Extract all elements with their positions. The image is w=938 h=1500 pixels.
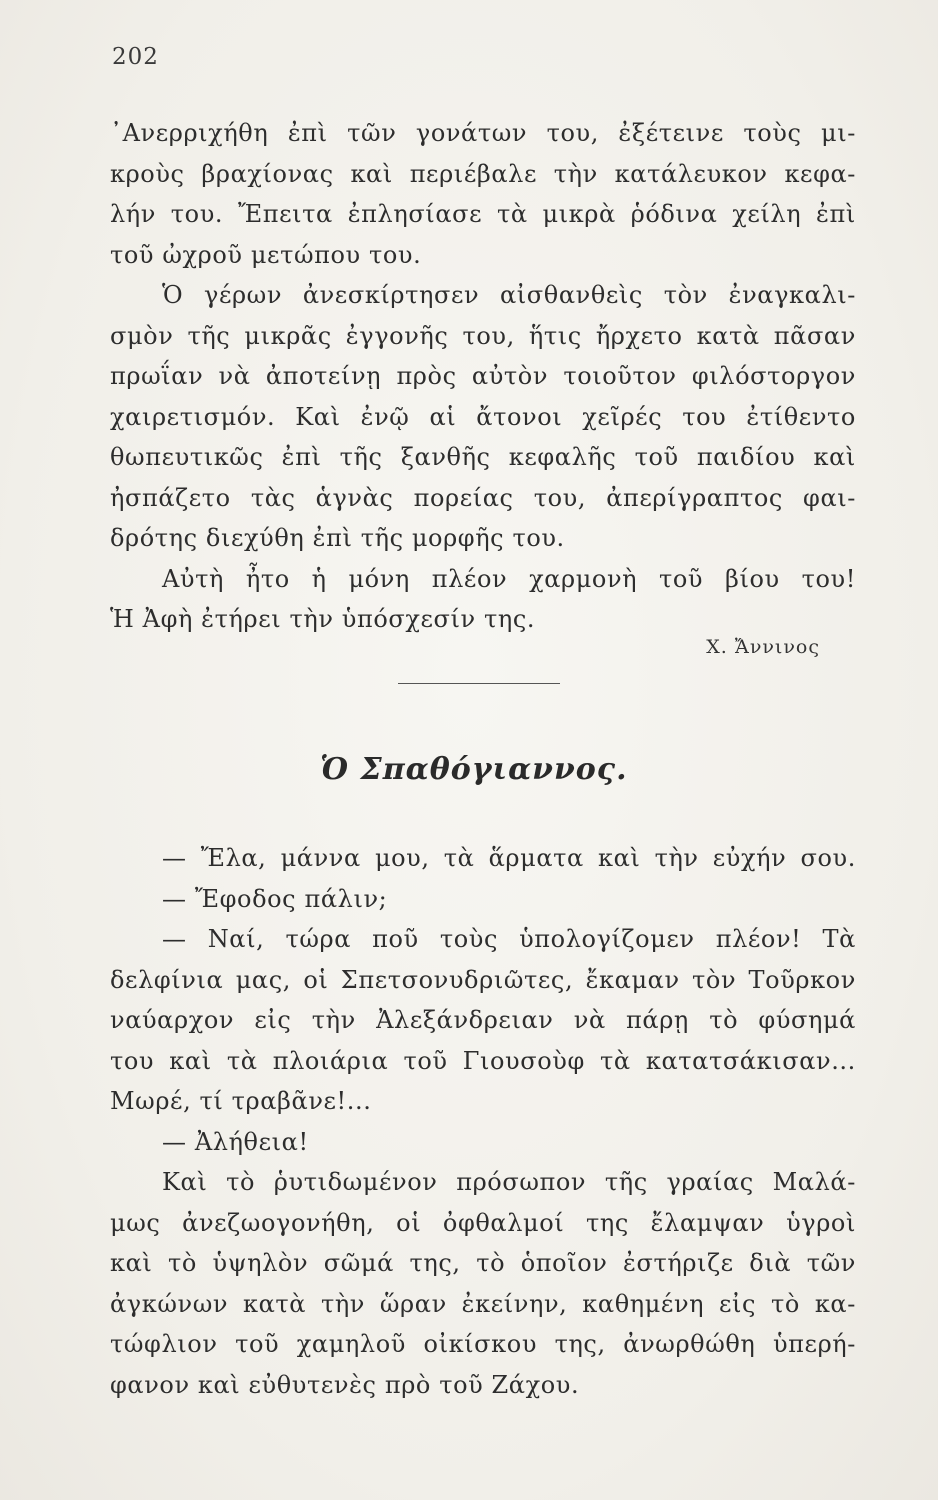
page-number: 202 bbox=[112, 44, 159, 70]
text-line: Ὁ γέρων ἀνεσκίρτησεν αἰσθανθεὶς τὸν ἐναγκαλι- bbox=[162, 281, 856, 309]
story-text bbox=[110, 838, 856, 1405]
text-line: μως ἀνεζωογονήθη, οἱ ὀφθαλμοί της ἔλαμψαν ὑγροὶ bbox=[110, 1208, 856, 1237]
text-line: — Ἀλήθεια! bbox=[162, 1127, 309, 1156]
text-line: κροὺς βραχίονας καὶ περιέβαλε τὴν κατάλευκον κεφα- bbox=[110, 159, 856, 188]
text-line: τώφλιον τοῦ χαμηλοῦ οἰκίσκου της, ἀνωρθώθη ὑπερή- bbox=[110, 1330, 856, 1358]
text-line: ἠσπάζετο τὰς ἁγνὰς πορείας του, ἀπερίγραπτος φαι- bbox=[110, 483, 856, 512]
text-line: χαιρετισμόν. Καὶ ἐνῷ αἱ ἄτονοι χεῖρές του ἐτίθεντο bbox=[110, 402, 856, 431]
text-line: πρωΐαν νὰ ἀποτείνῃ πρὸς αὐτὸν τοιοῦτον φιλόστοργον bbox=[110, 362, 856, 390]
text-line: ἀγκώνων κατὰ τὴν ὥραν ἐκείνην, καθημένη εἰς τὸ κα- bbox=[110, 1289, 856, 1318]
text-line: ναύαρχον εἰς τὴν Ἀλεξάνδρειαν νὰ πάρῃ τὸ φύσημά bbox=[110, 1006, 856, 1034]
author-signature: Χ. Ἄννινος bbox=[706, 636, 820, 658]
text-line: φανον καὶ εὐθυτενὲς πρὸ τοῦ Ζάχου. bbox=[110, 1370, 580, 1399]
text-line: καὶ τὸ ὑψηλὸν σῶμά της, τὸ ὁποῖον ἐστήριζε διὰ τῶν bbox=[110, 1249, 856, 1277]
text-line: — Ἔφοδος πάλιν; bbox=[162, 884, 388, 913]
section-divider bbox=[398, 683, 560, 684]
text-line: του καὶ τὰ πλοιάρια τοῦ Γιουσοὺφ τὰ κατατσάκισαν... bbox=[110, 1046, 856, 1075]
section-title: Ὁ Σπαθόγιαννος. bbox=[320, 752, 628, 787]
text-line: Ἡ Ἀφὴ ἐτήρει τὴν ὑπόσχεσίν της. bbox=[110, 605, 536, 633]
text-line: — Ναί, τώρα ποῦ τοὺς ὑπολογίζομεν πλέον! Τὰ bbox=[162, 925, 856, 953]
text-line: τοῦ ὠχροῦ μετώπου του. bbox=[110, 240, 422, 269]
text-line: δρότης διεχύθη ἐπὶ τῆς μορφῆς του. bbox=[110, 524, 565, 552]
text-line: Αὐτὴ ἦτο ἡ μόνη πλέον χαρμονὴ τοῦ βίου του! bbox=[162, 564, 856, 593]
text-line: Καὶ τὸ ῥυτιδωμένον πρόσωπον τῆς γραίας Μαλά- bbox=[162, 1168, 856, 1196]
text-line: Μωρέ, τί τραβᾶνε!... bbox=[110, 1087, 372, 1115]
story-ending-text bbox=[110, 113, 856, 640]
text-line: δελφίνια μας, οἱ Σπετσονυδριῶτες, ἔκαμαν τὸν Τοῦρκον bbox=[110, 965, 856, 994]
text-line: θωπευτικῶς ἐπὶ τῆς ξανθῆς κεφαλῆς τοῦ παιδίου καὶ bbox=[110, 443, 856, 471]
text-line: λήν του. Ἔπειτα ἐπλησίασε τὰ μικρὰ ῥόδινα χείλη ἐπὶ bbox=[110, 200, 856, 228]
text-line: ᾿Ανερριχήθη ἐπὶ τῶν γονάτων του, ἐξέτεινε τοὺς μι- bbox=[110, 119, 856, 147]
text-line: σμὸν τῆς μικρᾶς ἐγγονῆς του, ἥτις ἤρχετο κατὰ πᾶσαν bbox=[110, 321, 856, 350]
text-line: — Ἔλα, μάννα μου, τὰ ἅρματα καὶ τὴν εὐχήν σου. bbox=[162, 844, 856, 872]
